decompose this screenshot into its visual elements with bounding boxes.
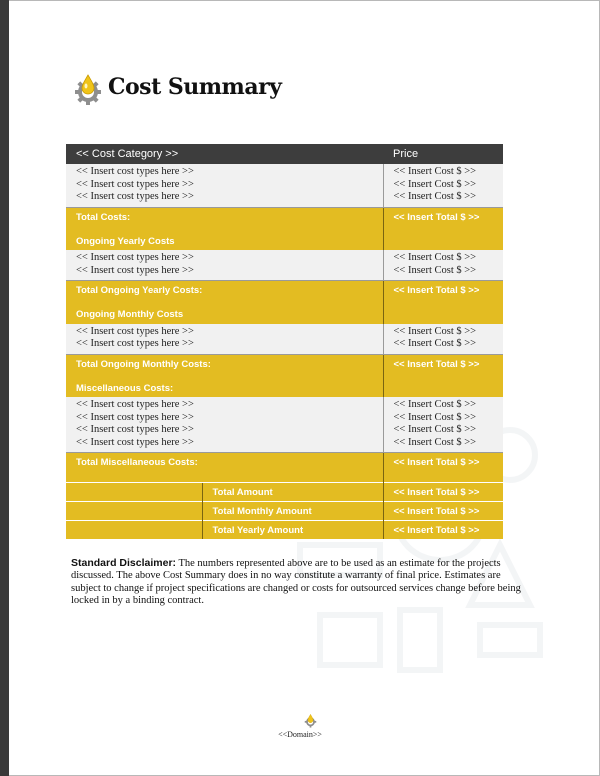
cost-type-item: << Insert cost types here >>: [76, 166, 194, 177]
amount-label: Total Monthly Amount: [202, 502, 383, 521]
page-title: Cost Summary: [108, 74, 282, 100]
items-cell: [66, 164, 383, 207]
header-cost-category: << Cost Category >>: [66, 144, 383, 164]
total-row: [66, 453, 503, 483]
items-row: [66, 324, 503, 355]
cost-price: << Insert Cost $ >>: [393, 399, 477, 410]
cost-type-item: << Insert cost types here >>: [76, 436, 194, 448]
cost-price: << Insert Cost $ >>: [393, 338, 477, 349]
cost-type-item: << Insert cost types here >>: [76, 424, 194, 435]
cost-price: << Insert Cost $ >>: [393, 178, 477, 190]
total-label-cell: [66, 354, 383, 397]
items-cell: [66, 324, 383, 355]
total-label: Total Ongoing Yearly Costs:: [76, 285, 203, 296]
cost-type-item: << Insert cost types here >>: [76, 252, 194, 263]
total-value: << Insert Total $ >>: [383, 453, 503, 483]
gear-droplet-icon: [71, 72, 105, 106]
cost-type-item: << Insert cost types here >>: [76, 325, 194, 337]
amount-label: Total Yearly Amount: [202, 521, 383, 540]
prices-cell: [383, 324, 503, 355]
total-label: Total Ongoing Monthly Costs:: [76, 358, 211, 370]
cost-type-item: << Insert cost types here >>: [76, 399, 194, 410]
cost-summary-table: [66, 144, 503, 539]
total-value: << Insert Total $ >>: [383, 207, 503, 250]
total-label-cell: [66, 281, 383, 324]
cost-price: << Insert Cost $ >>: [393, 191, 477, 202]
amount-value: << Insert Total $ >>: [383, 502, 503, 521]
total-row: [66, 354, 503, 397]
cost-type-item: << Insert cost types here >>: [76, 338, 194, 349]
total-row: [66, 207, 503, 250]
cost-price: << Insert Cost $ >>: [393, 264, 477, 276]
cost-price: << Insert Cost $ >>: [393, 325, 477, 337]
left-sidebar-bar: [0, 0, 9, 776]
prices-cell: [383, 164, 503, 207]
disclaimer-text: The numbers represented above are to be used as an estimate for the projects discussed. The above Cost Summary does in no way constitute a warranty of final price. Estimates are subject to change if project specifications are changed or costs for outsourced services change before being locked in by a binding contract.: [71, 558, 521, 606]
total-label-cell: [66, 207, 383, 250]
cost-type-item: << Insert cost types here >>: [76, 178, 194, 190]
section-heading: Ongoing Yearly Costs: [76, 235, 175, 247]
amount-spacer: [66, 502, 202, 521]
items-cell: [66, 397, 383, 453]
prices-cell: [383, 397, 503, 453]
amount-spacer: [66, 521, 202, 540]
items-row: [66, 164, 503, 207]
amount-spacer: [66, 483, 202, 502]
standard-disclaimer: [71, 557, 521, 607]
cost-type-item: << Insert cost types here >>: [76, 411, 194, 423]
cost-price: << Insert Cost $ >>: [393, 166, 477, 177]
amount-row: [66, 483, 503, 502]
total-label: Total Costs:: [76, 211, 131, 223]
amount-label: Total Amount: [202, 483, 383, 502]
cost-type-item: << Insert cost types here >>: [76, 191, 194, 202]
total-label-cell: [66, 453, 383, 483]
footer-domain: <<Domain>>: [278, 730, 322, 739]
amount-row: [66, 521, 503, 540]
header-price: Price: [383, 144, 503, 164]
total-value: << Insert Total $ >>: [383, 281, 503, 324]
section-heading: Ongoing Monthly Costs: [76, 309, 184, 320]
amount-row: [66, 502, 503, 521]
total-label: Total Miscellaneous Costs:: [76, 457, 198, 468]
gear-droplet-icon: [303, 713, 318, 728]
items-row: [66, 397, 503, 453]
cost-price: << Insert Cost $ >>: [393, 411, 477, 423]
disclaimer-label: Standard Disclaimer:: [71, 557, 177, 569]
total-value: << Insert Total $ >>: [383, 354, 503, 397]
prices-cell: [383, 250, 503, 281]
amount-value: << Insert Total $ >>: [383, 521, 503, 540]
cost-price: << Insert Cost $ >>: [393, 424, 477, 435]
items-cell: [66, 250, 383, 281]
amount-value: << Insert Total $ >>: [383, 483, 503, 502]
total-row: [66, 281, 503, 324]
table-header-row: [66, 144, 503, 164]
section-heading: Miscellaneous Costs:: [76, 382, 174, 394]
cost-price: << Insert Cost $ >>: [393, 436, 477, 448]
items-row: [66, 250, 503, 281]
cost-price: << Insert Cost $ >>: [393, 252, 477, 263]
cost-type-item: << Insert cost types here >>: [76, 264, 194, 276]
